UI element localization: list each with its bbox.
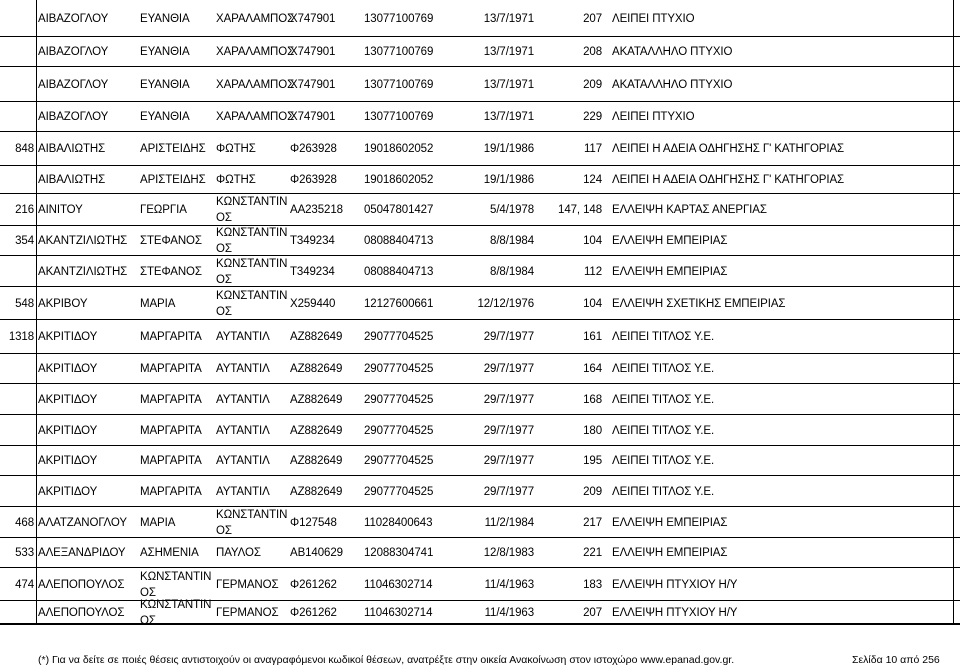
table-row <box>0 598 960 627</box>
cell-surname: ΑΙΒΑΛΙΩΤΗΣ <box>38 143 106 155</box>
cell-reason: ΛΕΙΠΕΙ ΤΙΤΛΟΣ Υ.Ε. <box>612 393 715 406</box>
cell-father: ΠΑΥΛΟΣ <box>216 547 261 559</box>
cell-surname: ΑΚΡΙΤΙΔΟΥ <box>38 424 98 437</box>
footer-divider <box>0 624 960 625</box>
cell-id: Φ263928 <box>290 143 337 155</box>
cell-amka: 29077704525 <box>364 393 434 406</box>
cell-dob: 29/7/1977 <box>483 331 534 343</box>
cell-dob: 5/4/1978 <box>490 204 534 216</box>
cell-amka: 08088404713 <box>364 265 434 278</box>
table-row <box>0 132 960 166</box>
column-divider <box>953 67 954 102</box>
cell-amka: 12127600661 <box>364 297 434 310</box>
cell-no: 533 <box>15 547 34 559</box>
cell-father: ΧΑΡΑΛΑΜΠΟΣ <box>216 46 295 58</box>
cell-code: 221 <box>583 547 602 559</box>
cell-father: ΑΥΤΑΝΤΙΛ <box>216 424 270 437</box>
cell-father: ΦΩΤΗΣ <box>216 143 256 155</box>
cell-id: ΑΖ882649 <box>290 393 343 406</box>
column-divider <box>953 601 954 624</box>
column-divider <box>953 320 954 354</box>
cell-father: ΚΩΝΣΤΑΝΤΙΝ ΟΣ <box>216 196 288 224</box>
cell-id: ΑΑ235218 <box>290 204 343 216</box>
table-row <box>0 37 960 67</box>
page-number: Σελίδα 10 από 256 <box>852 654 940 666</box>
cell-name: ΑΡΙΣΤΕΙΔΗΣ <box>140 174 206 186</box>
cell-father: ΚΩΝΣΤΑΝΤΙΝ ΟΣ <box>216 227 288 255</box>
cell-amka: 13077100769 <box>364 12 434 25</box>
cell-reason: ΛΕΙΠΕΙ Η ΑΔΕΙΑ ΟΔΗΓΗΣΗΣ Γ' ΚΑΤΗΓΟΡΙΑΣ <box>612 174 845 186</box>
cell-code: 183 <box>583 578 602 591</box>
cell-amka: 29077704525 <box>364 363 434 375</box>
cell-reason: ΕΛΛΕΙΨΗ ΚΑΡΤΑΣ ΑΝΕΡΓΙΑΣ <box>612 204 767 216</box>
cell-amka: 12088304741 <box>364 547 434 559</box>
column-divider <box>953 415 954 446</box>
cell-father: ΓΕΡΜΑΝΟΣ <box>216 606 279 619</box>
cell-surname: ΑΛΕΠΟΠΟΥΛΟΣ <box>38 606 125 619</box>
cell-dob: 12/12/1976 <box>477 297 534 310</box>
cell-code: 164 <box>583 363 602 375</box>
cell-name: ΜΑΡΙΑ <box>140 297 176 310</box>
cell-id: Χ259440 <box>290 297 336 310</box>
column-divider <box>36 568 37 601</box>
cell-name: ΜΑΡΓΑΡΙΤΑ <box>140 455 202 467</box>
cell-code: 161 <box>583 331 602 343</box>
cell-amka: 11046302714 <box>364 578 433 591</box>
cell-father: ΚΩΝΣΤΑΝΤΙΝ ΟΣ <box>216 257 288 286</box>
cell-code: 147, 148 <box>558 204 602 216</box>
cell-surname: ΑΛΕΞΑΝΔΡΙΔΟΥ <box>38 547 126 559</box>
cell-reason: ΛΕΙΠΕΙ ΤΙΤΛΟΣ Υ.Ε. <box>612 331 715 343</box>
cell-dob: 8/8/1984 <box>490 265 534 278</box>
cell-code: 168 <box>583 393 602 406</box>
table-row <box>0 166 960 194</box>
cell-dob: 29/7/1977 <box>483 393 534 406</box>
cell-code: 207 <box>583 606 602 619</box>
table-row <box>0 538 960 568</box>
cell-code: 209 <box>583 78 602 91</box>
column-divider <box>36 415 37 446</box>
cell-amka: 13077100769 <box>364 46 434 58</box>
cell-surname: ΑΙΝΙΤΟΥ <box>38 204 83 216</box>
cell-code: 229 <box>583 111 602 123</box>
cell-id: ΑΒ140629 <box>290 547 343 559</box>
cell-reason: ΛΕΙΠΕΙ ΤΙΤΛΟΣ Υ.Ε. <box>612 363 715 375</box>
cell-code: 117 <box>583 143 602 155</box>
cell-surname: ΑΙΒΑΖΟΓΛΟΥ <box>38 78 109 91</box>
table-row <box>0 67 960 102</box>
cell-reason: ΕΛΛΕΙΨΗ ΣΧΕΤΙΚΗΣ ΕΜΠΕΙΡΙΑΣ <box>612 297 786 310</box>
cell-name: ΜΑΡΓΑΡΙΤΑ <box>140 363 202 375</box>
cell-surname: ΑΚΡΙΤΙΔΟΥ <box>38 363 98 375</box>
cell-amka: 29077704525 <box>364 485 434 498</box>
cell-code: 209 <box>583 485 602 498</box>
cell-reason: ΕΛΛΕΙΨΗ ΕΜΠΕΙΡΙΑΣ <box>612 516 728 529</box>
cell-code: 180 <box>583 424 602 437</box>
cell-id: ΑΖ882649 <box>290 363 343 375</box>
column-divider <box>953 37 954 67</box>
column-divider <box>36 256 37 287</box>
page-footer <box>0 624 960 668</box>
cell-name: ΜΑΡΓΑΡΙΤΑ <box>140 393 202 406</box>
cell-amka: 29077704525 <box>364 424 434 437</box>
cell-surname: ΑΚΑΝΤΖΙΛΙΩΤΗΣ <box>38 265 128 278</box>
cell-father: ΑΥΤΑΝΤΙΛ <box>216 393 270 406</box>
cell-code: 207 <box>583 12 602 25</box>
column-divider <box>953 226 954 256</box>
cell-surname: ΑΙΒΑΖΟΓΛΟΥ <box>38 12 109 25</box>
cell-name: ΕΥΑΝΘΙΑ <box>140 46 190 58</box>
column-divider <box>36 132 37 166</box>
cell-dob: 11/2/1984 <box>484 516 534 529</box>
cell-id: Χ747901 <box>290 111 336 123</box>
cell-name: ΜΑΡΓΑΡΙΤΑ <box>140 331 202 343</box>
column-divider <box>36 320 37 354</box>
cell-code: 104 <box>583 297 602 310</box>
cell-name: ΚΩΝΣΤΑΝΤΙΝ ΟΣ <box>140 598 212 627</box>
column-divider <box>36 166 37 194</box>
cell-code: 112 <box>583 265 602 278</box>
cell-name: ΜΑΡΓΑΡΙΤΑ <box>140 485 202 498</box>
cell-dob: 29/7/1977 <box>483 455 534 467</box>
cell-surname: ΑΛΑΤΖΑΝΟΓΛΟΥ <box>38 516 127 529</box>
cell-no: 216 <box>15 204 34 216</box>
cell-amka: 11046302714 <box>364 606 433 619</box>
cell-amka: 08088404713 <box>364 235 434 247</box>
cell-reason: ΛΕΙΠΕΙ ΤΙΤΛΟΣ Υ.Ε. <box>612 455 715 467</box>
cell-amka: 13077100769 <box>364 78 434 91</box>
cell-reason: ΕΛΛΕΙΨΗ ΕΜΠΕΙΡΙΑΣ <box>612 265 728 278</box>
cell-father: ΓΕΡΜΑΝΟΣ <box>216 578 279 591</box>
cell-id: ΑΖ882649 <box>290 455 343 467</box>
cell-id: Τ349234 <box>290 265 335 278</box>
cell-reason: ΛΕΙΠΕΙ ΠΤΥΧΙΟ <box>612 12 695 25</box>
column-divider <box>36 538 37 568</box>
cell-name: ΑΡΙΣΤΕΙΔΗΣ <box>140 143 206 155</box>
cell-reason: ΕΛΛΕΙΨΗ ΠΤΥΧΙΟΥ Η/Υ <box>612 578 738 591</box>
table-row <box>0 102 960 132</box>
cell-amka: 19018602052 <box>364 174 434 186</box>
cell-no: 474 <box>15 578 34 591</box>
column-divider <box>36 446 37 476</box>
column-divider <box>36 194 37 226</box>
cell-father: ΑΥΤΑΝΤΙΛ <box>216 455 270 467</box>
cell-name: ΓΕΩΡΓΙΑ <box>140 204 187 216</box>
cell-id: Χ747901 <box>290 78 336 91</box>
cell-surname: ΑΙΒΑΛΙΩΤΗΣ <box>38 174 106 186</box>
column-divider <box>36 0 37 37</box>
table-row <box>0 354 960 384</box>
cell-reason: ΛΕΙΠΕΙ ΠΤΥΧΙΟ <box>612 111 695 123</box>
cell-name: ΣΤΕΦΑΝΟΣ <box>140 265 202 278</box>
cell-dob: 13/7/1971 <box>483 111 534 123</box>
column-divider <box>36 354 37 384</box>
column-divider <box>953 476 954 507</box>
cell-name: ΕΥΑΝΘΙΑ <box>140 78 190 91</box>
cell-name: ΚΩΝΣΤΑΝΤΙΝ ΟΣ <box>140 570 212 599</box>
cell-name: ΜΑΡΓΑΡΙΤΑ <box>140 424 202 437</box>
column-divider <box>953 568 954 601</box>
cell-id: Χ747901 <box>290 12 336 25</box>
cell-no: 548 <box>15 297 34 310</box>
cell-no: 1318 <box>8 331 34 343</box>
cell-surname: ΑΙΒΑΖΟΓΛΟΥ <box>38 46 109 58</box>
cell-father: ΧΑΡΑΛΑΜΠΟΣ <box>216 111 295 123</box>
column-divider <box>36 507 37 538</box>
cell-father: ΑΥΤΑΝΤΙΛ <box>216 485 270 498</box>
cell-reason: ΕΛΛΕΙΨΗ ΕΜΠΕΙΡΙΑΣ <box>612 547 728 559</box>
cell-dob: 13/7/1971 <box>483 12 534 25</box>
table-row <box>0 226 960 256</box>
cell-reason: ΛΕΙΠΕΙ ΤΙΤΛΟΣ Υ.Ε. <box>612 424 715 437</box>
cell-dob: 19/1/1986 <box>483 174 534 186</box>
cell-dob: 13/7/1971 <box>483 78 534 91</box>
table-row <box>0 446 960 476</box>
cell-name: ΕΥΑΝΘΙΑ <box>140 12 190 25</box>
column-divider <box>953 194 954 226</box>
cell-id: ΑΖ882649 <box>290 424 343 437</box>
column-divider <box>953 538 954 568</box>
table-row <box>0 287 960 320</box>
footer-note: (*) Για να δείτε σε ποιές θέσεις αντιστοιχούν οι αναγραφόμενοι κωδικοί θέσεων, ανατρέξτε στην οικεία Ανακοίνωση στον ιστοχώρο www.epanad.gov.gr. <box>38 654 735 666</box>
cell-id: Φ127548 <box>290 516 337 529</box>
cell-dob: 13/7/1971 <box>483 46 534 58</box>
cell-surname: ΑΛΕΠΟΠΟΥΛΟΣ <box>38 578 125 591</box>
cell-code: 217 <box>583 516 602 529</box>
column-divider <box>953 287 954 320</box>
cell-father: ΦΩΤΗΣ <box>216 174 256 186</box>
cell-dob: 29/7/1977 <box>483 485 534 498</box>
cell-id: ΑΖ882649 <box>290 485 343 498</box>
column-divider <box>36 102 37 132</box>
cell-dob: 8/8/1984 <box>490 235 534 247</box>
column-divider <box>36 384 37 415</box>
cell-no: 354 <box>15 235 34 247</box>
cell-surname: ΑΚΑΝΤΖΙΛΙΩΤΗΣ <box>38 235 128 247</box>
cell-name: ΣΤΕΦΑΝΟΣ <box>140 235 202 247</box>
cell-amka: 05047801427 <box>364 204 434 216</box>
table-row <box>0 415 960 446</box>
cell-no: 848 <box>15 143 34 155</box>
cell-surname: ΑΚΡΙΤΙΔΟΥ <box>38 455 98 467</box>
cell-father: ΚΩΝΣΤΑΝΤΙΝ ΟΣ <box>216 508 288 537</box>
cell-father: ΧΑΡΑΛΑΜΠΟΣ <box>216 12 295 25</box>
cell-dob: 12/8/1983 <box>483 547 534 559</box>
cell-code: 195 <box>583 455 602 467</box>
cell-dob: 19/1/1986 <box>483 143 534 155</box>
column-divider <box>36 67 37 102</box>
column-divider <box>953 354 954 384</box>
cell-dob: 11/4/1963 <box>484 606 534 619</box>
cell-id: Φ263928 <box>290 174 337 186</box>
cell-father: ΑΥΤΑΝΤΙΛ <box>216 331 270 343</box>
column-divider <box>953 507 954 538</box>
cell-code: 124 <box>583 174 602 186</box>
cell-father: ΧΑΡΑΛΑΜΠΟΣ <box>216 78 295 91</box>
cell-name: ΕΥΑΝΘΙΑ <box>140 111 190 123</box>
table-row <box>0 0 960 37</box>
cell-reason: ΕΛΛΕΙΨΗ ΕΜΠΕΙΡΙΑΣ <box>612 235 728 247</box>
cell-code: 104 <box>583 235 602 247</box>
table-row <box>0 476 960 507</box>
cell-id: Φ261262 <box>290 606 337 619</box>
column-divider <box>36 476 37 507</box>
column-divider <box>36 37 37 67</box>
table-row <box>0 384 960 415</box>
column-divider <box>953 102 954 132</box>
cell-dob: 11/4/1963 <box>484 578 534 591</box>
table-row <box>0 256 960 287</box>
column-divider <box>953 256 954 287</box>
cell-reason: ΑΚΑΤΑΛΛΗΛΟ ΠΤΥΧΙΟ <box>612 78 733 91</box>
cell-reason: ΕΛΛΕΙΨΗ ΠΤΥΧΙΟΥ Η/Υ <box>612 606 738 619</box>
cell-dob: 29/7/1977 <box>483 363 534 375</box>
column-divider <box>953 132 954 166</box>
cell-amka: 19018602052 <box>364 143 434 155</box>
cell-id: Τ349234 <box>290 235 335 247</box>
column-divider <box>36 287 37 320</box>
cell-amka: 29077704525 <box>364 331 434 343</box>
table-row <box>0 320 960 354</box>
cell-code: 208 <box>583 46 602 58</box>
cell-surname: ΑΚΡΙΤΙΔΟΥ <box>38 485 98 498</box>
cell-id: Φ261262 <box>290 578 337 591</box>
cell-amka: 13077100769 <box>364 111 434 123</box>
column-divider <box>36 226 37 256</box>
cell-amka: 29077704525 <box>364 455 434 467</box>
cell-father: ΚΩΝΣΤΑΝΤΙΝ ΟΣ <box>216 289 288 318</box>
cell-father: ΑΥΤΑΝΤΙΛ <box>216 363 270 375</box>
cell-reason: ΑΚΑΤΑΛΛΗΛΟ ΠΤΥΧΙΟ <box>612 46 733 58</box>
cell-dob: 29/7/1977 <box>483 424 534 437</box>
table-row <box>0 194 960 226</box>
column-divider <box>953 0 954 37</box>
cell-amka: 11028400643 <box>364 516 433 529</box>
cell-reason: ΛΕΙΠΕΙ Η ΑΔΕΙΑ ΟΔΗΓΗΣΗΣ Γ' ΚΑΤΗΓΟΡΙΑΣ <box>612 143 845 155</box>
cell-id: Χ747901 <box>290 46 336 58</box>
column-divider <box>953 166 954 194</box>
cell-reason: ΛΕΙΠΕΙ ΤΙΤΛΟΣ Υ.Ε. <box>612 485 715 498</box>
cell-name: ΑΣΗΜΕΝΙΑ <box>140 547 199 559</box>
column-divider <box>953 446 954 476</box>
column-divider <box>953 384 954 415</box>
cell-surname: ΑΚΡΙΤΙΔΟΥ <box>38 393 98 406</box>
cell-surname: ΑΚΡΙΤΙΔΟΥ <box>38 331 98 343</box>
column-divider <box>36 601 37 624</box>
cell-name: ΜΑΡΙΑ <box>140 516 176 529</box>
cell-no: 468 <box>15 516 34 529</box>
table-row <box>0 507 960 538</box>
cell-surname: ΑΙΒΑΖΟΓΛΟΥ <box>38 111 109 123</box>
cell-surname: ΑΚΡΙΒΟΥ <box>38 297 88 310</box>
cell-id: ΑΖ882649 <box>290 331 343 343</box>
